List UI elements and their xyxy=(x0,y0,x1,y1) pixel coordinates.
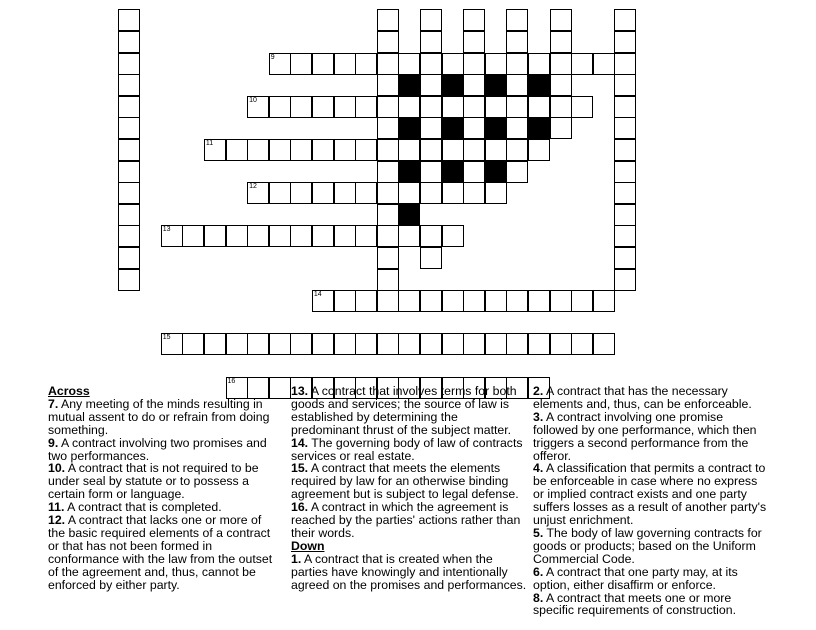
clue-number: 6. xyxy=(533,564,544,579)
grid-cell[interactable] xyxy=(528,139,550,161)
grid-cell[interactable] xyxy=(550,53,572,75)
grid-cell[interactable] xyxy=(528,290,550,312)
grid-cell[interactable] xyxy=(420,247,442,269)
grid-cell[interactable] xyxy=(204,139,226,161)
grid-cell[interactable] xyxy=(614,31,636,53)
grid-cell[interactable] xyxy=(377,53,399,75)
grid-cell[interactable] xyxy=(355,333,377,355)
grid-cell[interactable] xyxy=(614,269,636,291)
clue-text: A contract in which the agreement is reached by the parties' actions rather than their words. xyxy=(291,500,521,540)
clue-list xyxy=(533,385,769,617)
grid-cell[interactable] xyxy=(118,31,140,53)
clue-number: 9. xyxy=(48,435,59,450)
down-clues-column xyxy=(533,385,769,617)
across-heading: Across xyxy=(48,384,90,398)
grid-cell[interactable] xyxy=(269,225,291,247)
grid-cell[interactable] xyxy=(614,9,636,31)
grid-cell[interactable] xyxy=(247,96,269,118)
grid-cell[interactable] xyxy=(312,225,334,247)
grid-cell[interactable] xyxy=(118,117,140,139)
clue-number: 15. xyxy=(291,461,309,476)
grid-cell[interactable] xyxy=(614,225,636,247)
grid-cell[interactable] xyxy=(485,139,507,161)
grid-cell[interactable] xyxy=(398,225,420,247)
grid-cell[interactable] xyxy=(571,333,593,355)
grid-cell[interactable] xyxy=(377,247,399,269)
grid-cell[interactable] xyxy=(355,53,377,75)
grid-cell[interactable] xyxy=(506,161,528,183)
clue-number: 13 xyxy=(162,226,171,234)
grid-cell[interactable] xyxy=(377,161,399,183)
grid-cell[interactable] xyxy=(420,53,442,75)
clue xyxy=(533,527,769,566)
grid-cell[interactable] xyxy=(118,53,140,75)
clue xyxy=(291,385,527,437)
grid-cell[interactable] xyxy=(614,247,636,269)
black-square xyxy=(485,161,507,183)
clue-text: A contract that meets one or more specific requirements of construction. xyxy=(533,590,736,618)
clue xyxy=(291,553,527,592)
black-square xyxy=(528,117,550,139)
grid-cell[interactable] xyxy=(247,139,269,161)
grid-cell[interactable] xyxy=(420,74,442,96)
black-square xyxy=(485,74,507,96)
clue xyxy=(48,437,280,463)
grid-cell[interactable] xyxy=(398,53,420,75)
grid-cell[interactable] xyxy=(377,333,399,355)
clue-number: 11 xyxy=(205,140,214,147)
clue-number: 15 xyxy=(162,334,171,342)
clue-number: 2. xyxy=(533,384,544,398)
grid-cell[interactable] xyxy=(593,53,615,75)
clue xyxy=(533,592,769,618)
clue xyxy=(291,462,527,501)
grid-cell[interactable] xyxy=(550,96,572,118)
grid-cell[interactable] xyxy=(506,53,528,75)
clue-text: Any meeting of the minds resulting in mutual assent to do or refrain from doing something. xyxy=(48,396,270,437)
grid-cell[interactable] xyxy=(398,182,420,204)
grid-cell[interactable] xyxy=(614,182,636,204)
grid-cell[interactable] xyxy=(420,182,442,204)
grid-cell[interactable] xyxy=(226,225,248,247)
grid-cell[interactable] xyxy=(420,96,442,118)
grid-cell[interactable] xyxy=(528,333,550,355)
grid-cell[interactable] xyxy=(528,96,550,118)
grid-cell[interactable] xyxy=(485,96,507,118)
clue-text: A contract involving two promises and two performances. xyxy=(48,435,267,463)
clue-number: 3. xyxy=(533,409,544,424)
grid-cell[interactable] xyxy=(161,225,183,247)
grid-cell[interactable] xyxy=(377,96,399,118)
black-square xyxy=(398,74,420,96)
clue-text: A contract involving one promise followed by one performance, which then triggers a second performance from the offeror. xyxy=(533,409,757,463)
grid-cell[interactable] xyxy=(312,139,334,161)
clue-text: A classification that permits a contract to be enforceable in case where no express or implied contract exists and one party suffers losses as a result of another party's unjust enrichment. xyxy=(533,461,767,528)
clue xyxy=(48,462,280,501)
grid-cell[interactable] xyxy=(571,53,593,75)
grid-cell[interactable] xyxy=(355,290,377,312)
clue-number: 9 xyxy=(270,53,275,61)
clue-number: 10 xyxy=(249,96,257,104)
grid-cell[interactable] xyxy=(506,74,528,96)
grid-cell[interactable] xyxy=(269,182,291,204)
grid-cell[interactable] xyxy=(377,290,399,312)
grid-cell[interactable] xyxy=(614,204,636,226)
grid-cell[interactable] xyxy=(550,333,572,355)
clue-number: 8. xyxy=(533,590,544,605)
grid-cell[interactable] xyxy=(118,9,140,31)
grid-cell[interactable] xyxy=(377,117,399,139)
black-square xyxy=(528,74,550,96)
grid-cell[interactable] xyxy=(463,53,485,75)
clue xyxy=(533,385,769,411)
down-heading: Down xyxy=(291,538,325,553)
grid-cell[interactable] xyxy=(334,225,356,247)
grid-cell[interactable] xyxy=(118,225,140,247)
grid-cell[interactable] xyxy=(269,139,291,161)
grid-cell[interactable] xyxy=(377,74,399,96)
grid-cell[interactable] xyxy=(377,139,399,161)
grid-cell[interactable] xyxy=(506,290,528,312)
grid-cell[interactable] xyxy=(398,333,420,355)
grid-cell[interactable] xyxy=(463,333,485,355)
grid-cell[interactable] xyxy=(269,333,291,355)
grid-cell[interactable] xyxy=(442,96,464,118)
grid-cell[interactable] xyxy=(290,139,312,161)
grid-cell[interactable] xyxy=(355,139,377,161)
grid-cell[interactable] xyxy=(463,9,485,31)
grid-cell[interactable] xyxy=(420,290,442,312)
grid-cell[interactable] xyxy=(420,31,442,53)
grid-cell[interactable] xyxy=(442,53,464,75)
grid-cell[interactable] xyxy=(355,225,377,247)
grid-cell[interactable] xyxy=(506,333,528,355)
grid-cell[interactable] xyxy=(118,74,140,96)
grid-cell[interactable] xyxy=(528,53,550,75)
grid-cell[interactable] xyxy=(463,96,485,118)
grid-cell[interactable] xyxy=(290,53,312,75)
grid-cell[interactable] xyxy=(463,290,485,312)
grid-cell[interactable] xyxy=(204,225,226,247)
clue xyxy=(533,566,769,592)
clue-number: 4. xyxy=(533,461,544,476)
grid-cell[interactable] xyxy=(118,96,140,118)
grid-cell[interactable] xyxy=(550,74,572,96)
grid-cell[interactable] xyxy=(420,9,442,31)
grid-cell[interactable] xyxy=(550,9,572,31)
grid-cell[interactable] xyxy=(463,182,485,204)
grid-cell[interactable] xyxy=(442,182,464,204)
clue-number: 11. xyxy=(48,500,65,515)
grid-cell[interactable] xyxy=(398,139,420,161)
grid-cell[interactable] xyxy=(420,117,442,139)
clue-text: A contract that is completed. xyxy=(64,500,222,515)
clue-list xyxy=(48,398,280,592)
grid-cell[interactable] xyxy=(614,74,636,96)
grid-cell[interactable] xyxy=(290,182,312,204)
black-square xyxy=(442,161,464,183)
grid-cell[interactable] xyxy=(485,290,507,312)
grid-cell[interactable] xyxy=(485,182,507,204)
clue-text: A contract that is created when the parties have knowingly and intentionally agreed on the promises and performances. xyxy=(291,551,527,592)
grid-cell[interactable] xyxy=(614,117,636,139)
grid-cell[interactable] xyxy=(355,182,377,204)
grid-cell[interactable] xyxy=(463,117,485,139)
clue-text: A contract that lacks one or more of the basic required elements of a contract or that has not been formed in conformance with the law from the outset of the agreement and, thus, cannot be enforced by either party. xyxy=(48,513,273,592)
grid-cell[interactable] xyxy=(571,96,593,118)
grid-cell[interactable] xyxy=(290,225,312,247)
clue xyxy=(533,462,769,527)
grid-cell[interactable] xyxy=(398,96,420,118)
grid-cell[interactable] xyxy=(247,225,269,247)
grid-cell[interactable] xyxy=(182,333,204,355)
grid-cell[interactable] xyxy=(290,333,312,355)
grid-cell[interactable] xyxy=(420,333,442,355)
grid-cell[interactable] xyxy=(269,96,291,118)
grid-cell[interactable] xyxy=(463,31,485,53)
grid-cell[interactable] xyxy=(614,96,636,118)
grid-cell[interactable] xyxy=(463,74,485,96)
grid-cell[interactable] xyxy=(420,161,442,183)
clue-number: 10. xyxy=(48,461,66,476)
grid-cell[interactable] xyxy=(247,182,269,204)
clue xyxy=(48,398,280,437)
clue-number: 13. xyxy=(291,384,309,398)
black-square xyxy=(398,117,420,139)
clue-number: 12 xyxy=(249,183,257,191)
clue xyxy=(291,501,527,540)
grid-cell[interactable] xyxy=(506,31,528,53)
grid-cell[interactable] xyxy=(334,139,356,161)
clue-number: 1. xyxy=(291,551,302,566)
grid-cell[interactable] xyxy=(442,290,464,312)
grid-cell[interactable] xyxy=(442,225,464,247)
grid-cell[interactable] xyxy=(377,269,399,291)
clue-number: 14. xyxy=(291,435,309,450)
grid-cell[interactable] xyxy=(312,53,334,75)
clue-text: A contract that has the necessary elements and, thus, can be enforceable. xyxy=(533,384,752,411)
grid-cell[interactable] xyxy=(377,9,399,31)
grid-cell[interactable] xyxy=(290,96,312,118)
grid-cell[interactable] xyxy=(506,117,528,139)
clue-text: A contract that meets the elements required by law for an otherwise binding agreement but is subject to legal defense. xyxy=(291,461,519,502)
grid-cell[interactable] xyxy=(593,333,615,355)
clue-number: 12. xyxy=(48,513,66,528)
clue-number: 5. xyxy=(533,525,544,540)
clue-number: 7. xyxy=(48,396,59,411)
black-square xyxy=(485,117,507,139)
grid-cell[interactable] xyxy=(269,53,291,75)
clue-list xyxy=(291,385,527,540)
grid-cell[interactable] xyxy=(204,333,226,355)
grid-cell[interactable] xyxy=(161,333,183,355)
clue-text: A contract that involves terms for both goods and services; the source of law is established by determining the predominant thrust of the subject matter. xyxy=(291,384,517,437)
grid-cell[interactable] xyxy=(614,161,636,183)
grid-cell[interactable] xyxy=(420,139,442,161)
clue-number: 16. xyxy=(291,500,309,515)
grid-cell[interactable] xyxy=(571,290,593,312)
grid-cell[interactable] xyxy=(334,96,356,118)
grid-cell[interactable] xyxy=(334,333,356,355)
grid-cell[interactable] xyxy=(312,333,334,355)
clue-text: The body of law governing contracts for goods or products; based on the Uniform Commercial Code. xyxy=(533,525,762,566)
grid-cell[interactable] xyxy=(226,139,248,161)
grid-cell[interactable] xyxy=(118,269,140,291)
grid-cell[interactable] xyxy=(118,139,140,161)
grid-cell[interactable] xyxy=(377,182,399,204)
grid-cell[interactable] xyxy=(312,182,334,204)
grid-cell[interactable] xyxy=(312,290,334,312)
grid-cell[interactable] xyxy=(118,204,140,226)
grid-cell[interactable] xyxy=(118,161,140,183)
across-clues-column xyxy=(48,385,280,592)
grid-cell[interactable] xyxy=(420,225,442,247)
grid-cell[interactable] xyxy=(312,96,334,118)
grid-cell[interactable] xyxy=(398,290,420,312)
grid-cell[interactable] xyxy=(377,31,399,53)
grid-cell[interactable] xyxy=(485,53,507,75)
black-square xyxy=(398,204,420,226)
grid-cell[interactable] xyxy=(377,204,399,226)
clue-list xyxy=(291,553,527,592)
grid-cell[interactable] xyxy=(550,290,572,312)
grid-cell[interactable] xyxy=(377,225,399,247)
clue-number: 14 xyxy=(313,291,322,299)
grid-cell[interactable] xyxy=(550,31,572,53)
clues-column-2 xyxy=(291,385,527,592)
grid-cell[interactable] xyxy=(118,182,140,204)
clue-text: A contract that is not required to be under seal by statute or to possess a certain form or language. xyxy=(48,461,259,502)
clue xyxy=(533,411,769,463)
black-square xyxy=(398,161,420,183)
grid-cell[interactable] xyxy=(118,247,140,269)
clue xyxy=(48,514,280,591)
clue-text: A contract that one party may, at its option, either disaffirm or enforce. xyxy=(533,564,738,592)
grid-cell[interactable] xyxy=(442,333,464,355)
grid-cell[interactable] xyxy=(550,117,572,139)
grid-cell[interactable] xyxy=(334,182,356,204)
grid-cell[interactable] xyxy=(614,139,636,161)
grid-cell[interactable] xyxy=(334,53,356,75)
clue-number: 16 xyxy=(227,377,236,385)
grid-cell[interactable] xyxy=(247,333,269,355)
grid-cell[interactable] xyxy=(593,290,615,312)
black-square xyxy=(442,117,464,139)
grid-cell[interactable] xyxy=(506,9,528,31)
grid-cell[interactable] xyxy=(463,139,485,161)
grid-cell[interactable] xyxy=(334,290,356,312)
grid-cell[interactable] xyxy=(355,96,377,118)
grid-cell[interactable] xyxy=(226,333,248,355)
grid-cell[interactable] xyxy=(506,96,528,118)
clue-text: The governing body of law of contracts services or real estate. xyxy=(291,435,523,463)
clue xyxy=(291,437,527,463)
grid-cell[interactable] xyxy=(442,139,464,161)
grid-cell[interactable] xyxy=(506,139,528,161)
grid-cell[interactable] xyxy=(463,161,485,183)
grid-cell[interactable] xyxy=(485,333,507,355)
grid-cell[interactable] xyxy=(182,225,204,247)
black-square xyxy=(442,74,464,96)
grid-cell[interactable] xyxy=(614,53,636,75)
